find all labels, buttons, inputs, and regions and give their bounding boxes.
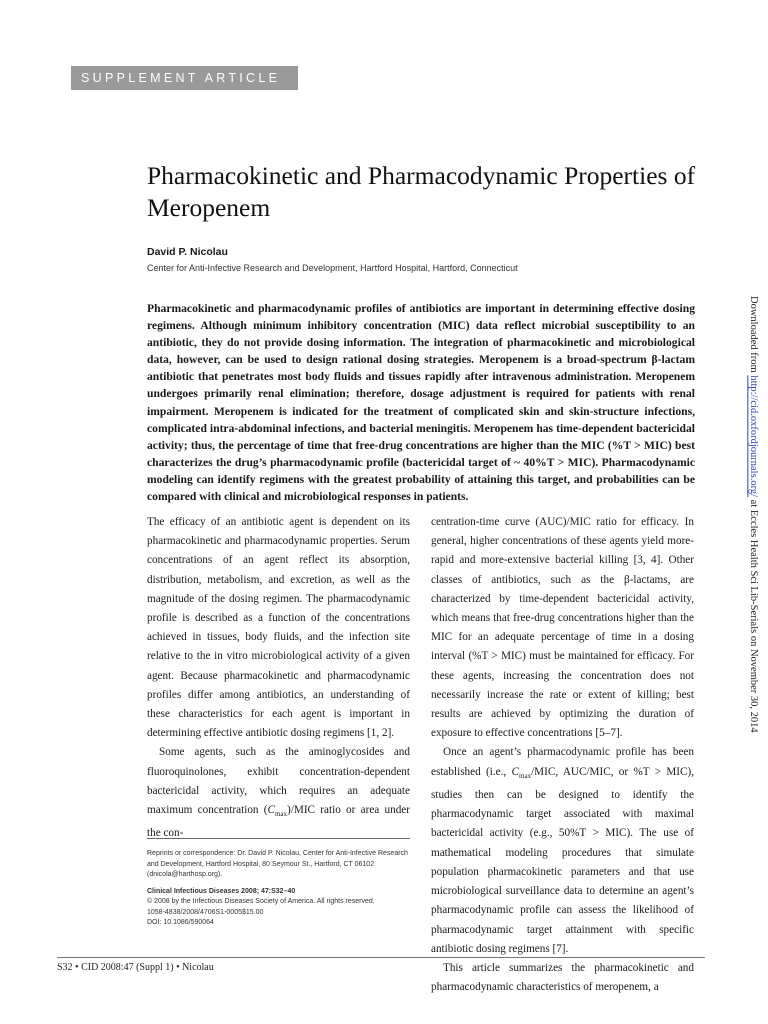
journal-link[interactable]: http://cid.oxfordjournals.org/ xyxy=(748,375,759,498)
article-type-banner: SUPPLEMENT ARTICLE xyxy=(71,66,298,90)
issn-line: 1058-4838/2008/4706S1-0005$15.00 xyxy=(147,908,264,916)
body-paragraph: The efficacy of an antibiotic agent is dependent on its pharmacokinetic and pharmacodynamic properties. Serum concentrations of an agent reflect its absorption, distribution, metabolism, and excretion, as well as the magnitude of the dosing regimen. The pharmacodynamic profile is described as a function of the concentrations achieved in tissues, body fluids, and the infection site relative to the in vitro microbiological activity of a given agent. Because pharmacokinetic and pharmacodynamic profiles differ among antibiotics, an understanding of these characteristics for each agent is important in determining effective antibiotic dosing regimens [1, 2]. xyxy=(147,516,410,740)
footnote-divider xyxy=(147,838,410,839)
correspondence-note: Reprints or correspondence: Dr. David P. Nicolau, Center for Anti-Infective Research and Development, Hartford Hospital, 80 Seymour St., Hartford, CT 06102 (dnicola@harthosp.org). xyxy=(147,850,408,878)
footer-divider xyxy=(57,957,705,958)
body-paragraph: centration-time curve (AUC)/MIC ratio for efficacy. In general, higher concentrations of these agents yield more-rapid and more-extensive bacterial killing [3, 4]. Other classes of antibiotics, such as the β-lactams, are characterized by time-dependent bactericidal activity, which means that free-drug concentrations higher than the MIC for an adequate percentage of time in a dosing interval (%T > MIC) must be maintained for efficacy. For these agents, increasing the concentration does not necessarily increase the rate or extent of killing; best results are achieved by optimizing the duration of exposure to effective concentrations [5–7]. xyxy=(431,516,694,740)
body-column-right xyxy=(431,513,694,997)
doi-line: DOI: 10.1086/590064 xyxy=(147,919,214,926)
download-side-note: Downloaded from http://cid.oxfordjournals.org/ at Eccles Health Sci Lib-Serials on November 30, 2014 xyxy=(748,296,759,733)
running-footer: S32 • CID 2008:47 (Suppl 1) • Nicolau xyxy=(57,962,214,973)
author-name: David P. Nicolau xyxy=(147,246,228,258)
body-paragraph: Once an agent’s pharmacodynamic profile has been established (i.e., $C_{max}$/MIC, AUC/MIC, or %T > MIC), studies then can be designed to identify the pharmacodynamic target associated with maximal bactericidal activity (e.g., 50%T > MIC). The use of mathematical modeling procedures that simulate population pharmacokinetic parameters and that use microbiological surveillance data to determine an agent’s pharmacodynamic profile can assess the likelihood of pharmacodynamic target attainment with specific antibiotic dosing regimens [7]. xyxy=(431,746,694,955)
article-title: Pharmacokinetic and Pharmacodynamic Properties of Meropenem xyxy=(147,161,696,222)
body-paragraph: This article summarizes the pharmacokinetic and pharmacodynamic characteristics of meropenem, a xyxy=(431,961,694,994)
footnote-block xyxy=(147,849,410,929)
body-column-left xyxy=(147,513,410,844)
abstract: Pharmacokinetic and pharmacodynamic profiles of antibiotics are important in determining effective dosing regimens. Although minimum inhibitory concentration (MIC) data reflect microbial susceptibility to an antibiotic, they do not provide dosing information. The integration of pharmacokinetic and microbiological data, however, can be used to design rational dosing strategies. Meropenem is a broad-spectrum β-lactam antibiotic that penetrates most body fluids and tissues rapidly after intravenous administration. Meropenem undergoes primarily renal elimination; therefore, dosage adjustment is required for patients with renal impairment. Meropenem is indicated for the treatment of complicated skin and skin-structure infections, complicated intra-abdominal infections, and bacterial meningitis. Meropenem has time-dependent bactericidal activity; thus, the percentage of time that free-drug concentrations are higher than the MIC (%T > MIC) best characterizes the drug’s pharmacodynamic profile (bactericidal target of ~ 40%T > MIC). Pharmacodynamic modeling can identify regimens with the greatest probability of attaining this target, and probabilities can be compared with clinical and microbiological responses in patients. xyxy=(147,302,695,504)
journal-citation: Clinical Infectious Diseases 2008; 47:S32–40 xyxy=(147,887,296,895)
author-affiliation: Center for Anti-Infective Research and Development, Hartford Hospital, Hartford, Connecticut xyxy=(147,263,518,273)
copyright-line: © 2008 by the Infectious Diseases Society of America. All rights reserved. xyxy=(147,898,375,905)
body-paragraph: Some agents, such as the aminoglycosides and fluoroquinolones, exhibit concentration-dependent bactericidal activity, which requires an adequate maximum concentration $(C_{max})$/MIC ratio or area under the con- xyxy=(147,746,410,840)
